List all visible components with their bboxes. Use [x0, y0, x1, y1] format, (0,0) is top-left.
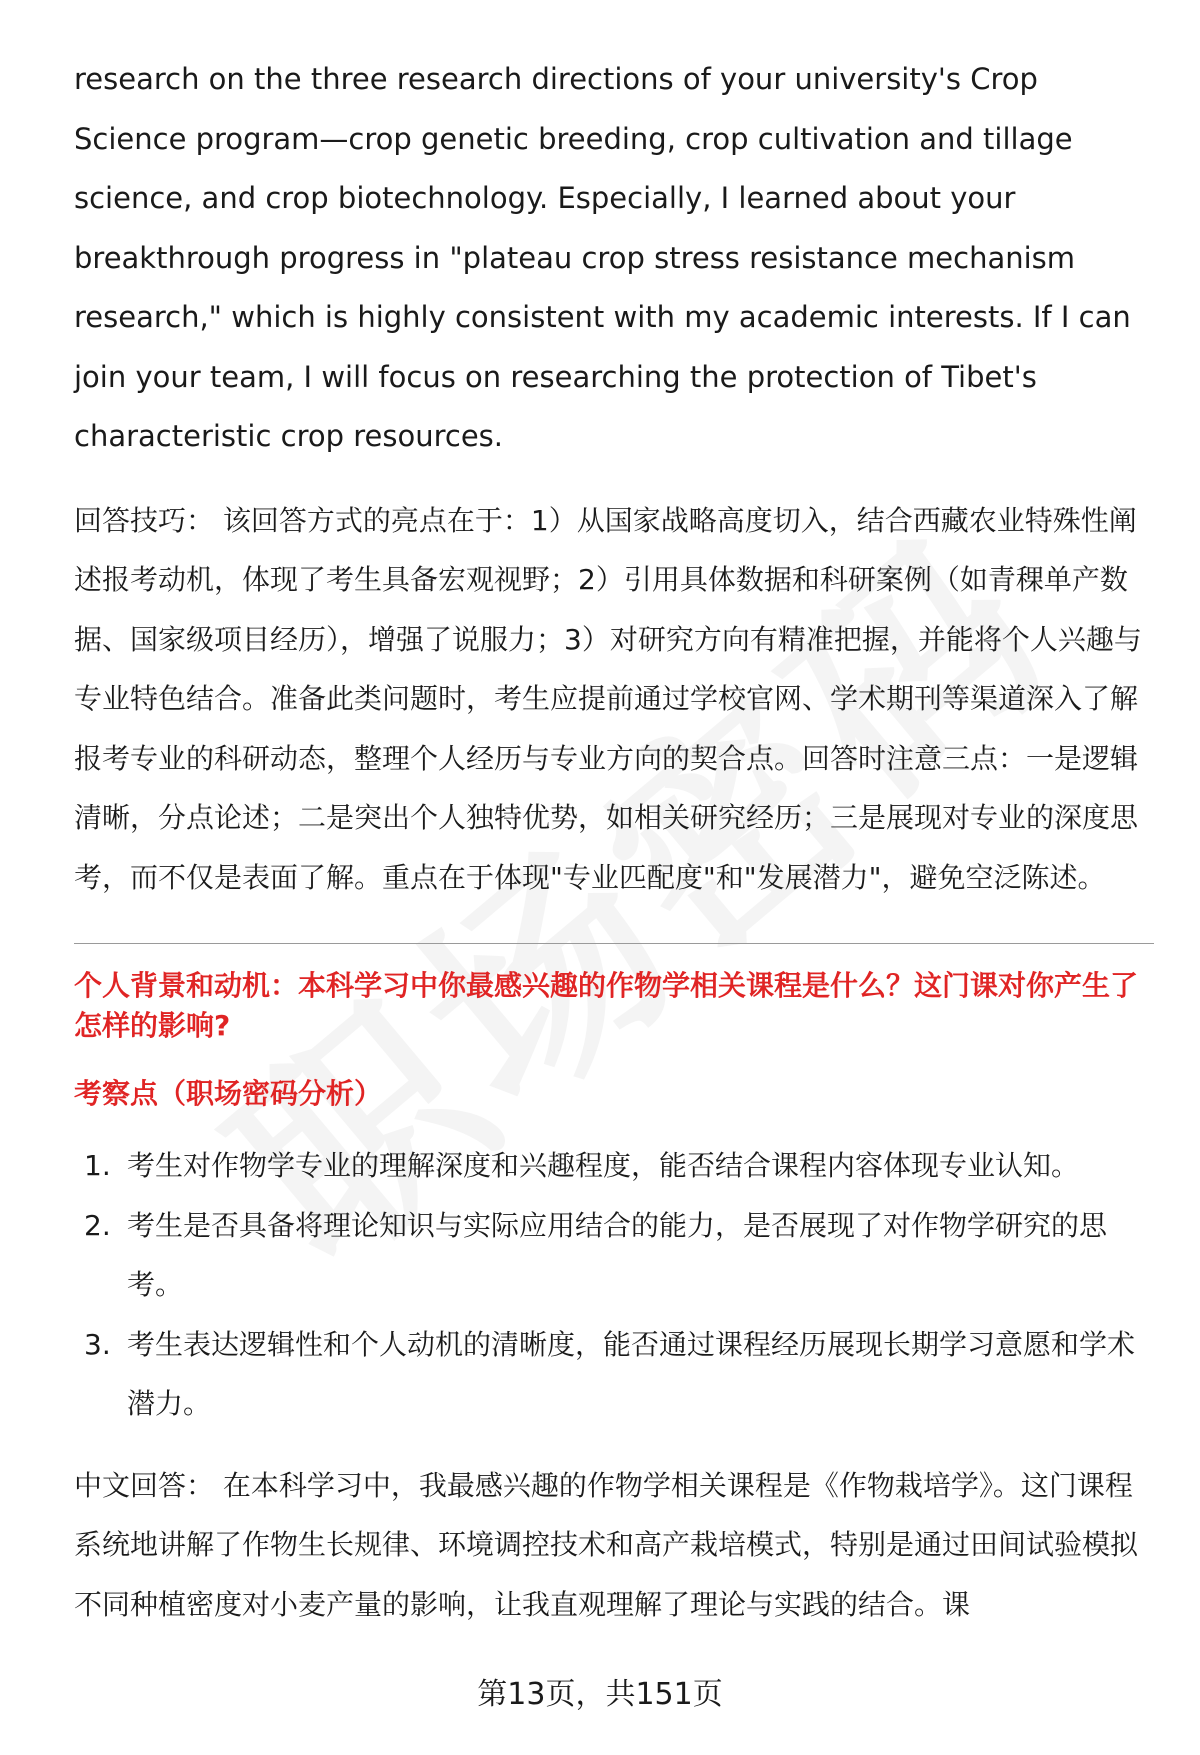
list-item [74, 1315, 1154, 1434]
section-divider [74, 943, 1154, 944]
page-content [74, 50, 1154, 1634]
question-title: 个人背景和动机：本科学习中你最感兴趣的作物学相关课程是什么？这门课对你产生了怎样的影响? [74, 969, 1139, 1042]
list-item-text: 考生是否具备将理论知识与实际应用结合的能力，是否展现了对作物学研究的思考。 [127, 1208, 1108, 1301]
chinese-answer-paragraph: 中文回答： 在本科学习中，我最感兴趣的作物学相关课程是《作物栽培学》。这门课程系统地讲解了作物生长规律、环境调控技术和高产栽培模式，特别是通过田间试验模拟不同种植密度对小麦产量的影响，让我直观理解了理论与实践的结合。课 [74, 1468, 1139, 1621]
list-item-number: 2. [84, 1208, 111, 1242]
assessment-points-heading: 考察点（职场密码分析） [74, 1077, 383, 1110]
list-item-number: 1. [84, 1149, 111, 1182]
list-item [74, 1196, 1154, 1315]
assessment-points-list [74, 1136, 1154, 1434]
list-item-text: 考生表达逻辑性和个人动机的清晰度，能否通过课程经历展现长期学习意愿和学术潜力。 [127, 1327, 1136, 1420]
list-item [74, 1136, 1154, 1196]
english-answer-continuation: research on the three research directions of your university's Crop Science program—crop genetic breeding, crop cultivation and tillage science, and crop biotechnology. Especially, I learned about your breakthrough progress in "plateau crop stress resistance mechanism research," which is highly consistent with my academic interests. If I can join your team, I will focus on researching the protection of Tibet's characteristic crop resources. [74, 62, 1131, 453]
list-item-text: 考生对作物学专业的理解深度和兴趣程度，能否结合课程内容体现专业认知。 [127, 1149, 1080, 1182]
page-number: 第13页，共151页 [477, 1677, 723, 1712]
list-item-number: 3. [84, 1327, 111, 1361]
answer-tips-paragraph: 回答技巧： 该回答方式的亮点在于：1）从国家战略高度切入，结合西藏农业特殊性阐述报考动机，体现了考生具备宏观视野；2）引用具体数据和科研案例（如青稞单产数据、国家级项目经历），增强了说服力；3）对研究方向有精准把握，并能将个人兴趣与专业特色结合。准备此类问题时，考生应提前通过学校官网、学术期刊等渠道深入了解报考专业的科研动态，整理个人经历与专业方向的契合点。回答时注意三点：一是逻辑清晰，分点论述；二是突出个人独特优势，如相关研究经历；三是展现对专业的深度思考，而不仅是表面了解。重点在于体现"专业匹配度"和"发展潜力"，避免空泛陈述。 [74, 503, 1142, 894]
